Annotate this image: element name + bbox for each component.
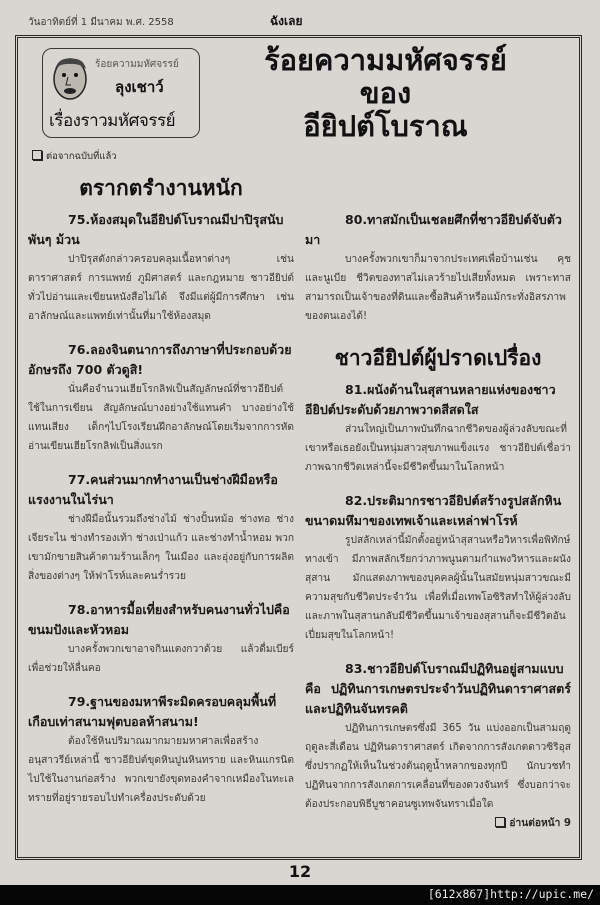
checkbox-marker-icon: [32, 150, 42, 160]
image-host-bar: [0, 885, 600, 905]
issue-date: วันอาทิตย์ที่ 1 มีนาคม พ.ศ. 2558: [28, 17, 174, 28]
logo-caption: ร้อยความมหัศจรรย์: [95, 59, 179, 70]
article-header: [28, 44, 571, 143]
item-heading: 77.คนส่วนมากทำงานเป็นช่างฝีมือหรือแรงงานในไร่นา: [28, 472, 278, 507]
article-frame: [15, 35, 582, 860]
item-heading: 83.ชาวอียิปต์โบราณมีปฏิทินอยู่สามแบบ คือ ปฏิทินการเกษตรประจำวันปฏิทินดาราศาสตร์ และปฏิทินจันทรคติ: [305, 661, 571, 716]
item-heading: 79.ฐานของมหาพีระมิดครอบคลุมพื้นที่เกือบเท่าสนามฟุตบอลห้าสนาม!: [28, 694, 277, 729]
cartoon-face-icon: [49, 55, 91, 103]
item-heading: 76.ลองจินตนาการถึงภาษาที่ประกอบด้วยอักษรถึง 700 ตัวดูสิ!: [28, 342, 292, 377]
item-83: [305, 659, 571, 833]
checkbox-marker-icon: [495, 817, 505, 827]
section-heading-left: ตรากตรำงานหนัก: [79, 176, 243, 200]
title-line-1: ร้อยความมหัศจรรย์: [264, 43, 507, 77]
article-title: [200, 44, 571, 143]
page-header: [0, 0, 600, 35]
item-80: [305, 210, 571, 326]
logo-series-title: เรื่องราวมหัศจรรย์: [49, 111, 176, 131]
item-78: [28, 600, 294, 678]
left-column: [28, 170, 294, 847]
title-line-2: ของ: [359, 76, 412, 110]
item-79: [28, 692, 294, 808]
item-heading: 82.ประติมากรชาวอียิปต์สร้างรูปสลักหินขนาดมหึมาของเทพเจ้าและเหล่าฟาโรห์: [305, 493, 562, 528]
item-81: [305, 380, 571, 477]
continued-from-label: ต่อจากฉบับที่แล้ว: [46, 151, 117, 162]
watermark-text: [612x867]http://upic.me/: [427, 887, 594, 901]
item-body: ช่างฝีมือนั้นรวมถึงช่างไม้ ช่างปั้นหม้อ ช่างทอ ช่างเจียระไน ช่างทำรองเท้า ช่างเป่าแก้ว และช่างทำน้ำหอม พวกเขามักขายสินค้าตามร้านเล็กๆ ในเมือง และอุ่งอยู่กับการผลิตสิ่งของต่างๆ ให้ฟาโรห์และคนร่ำรวย: [28, 514, 294, 582]
logo-author: ลุงเชาว์: [115, 78, 164, 96]
item-77: [28, 470, 294, 586]
continued-from: [32, 149, 571, 164]
item-body: ส่วนใหญ่เป็นภาพบันทึกฉากชีวิตของผู้ล่วงลับขณะที่เขาหรือเธอยังเป็นหนุ่มสาวสุขภาพแข็งแรง ชาวอียิปต์เชื่อว่าภาพฉากชีวิตเหล่านี้จะมีชีวิตขึ้นมาในโลกหน้า: [305, 424, 571, 473]
right-column: [305, 170, 571, 847]
item-body: นั่นคือจำนวนเฮียโรกลิฟเป็นสัญลักษณ์ที่ชาวอียิปต์ใช้ในการเขียน สัญลักษณ์บางอย่างใช้แทนคำ บางอย่างใช้แทนเสียง เด็กๆไปโรงเรียนฝึกอาลักษณ์โดยเริ่มจากการหัดอ่านเขียนเฮียโรกลิฟเป็นสิ่งแรก: [28, 384, 294, 452]
item-body: บางครั้งพวกเขาอาจกินแตงกวาด้วย แล้วดื่มเบียร์เพื่อช่วยให้ลื่นคอ: [28, 644, 294, 674]
item-body: รูปสลักเหล่านี้มักตั้งอยู่หน้าสุสานหรือวิหารเพื่อพิทักษ์ทางเข้า มีภาพสลักเรียกว่าภาพนูนตามกำแพงวิหารและผนังสุสาน มักแสดงภาพของบุคคลผู้นั้นในสมัยหนุ่มสาวขณะมีความสุขกับชีวิตประจำวัน เพื่อที่เมื่อเทพโอซิริสทำให้ผู้ล่วงลับและภาพในสุสานกลับมีชีวิตขึ้นมาเจ้าของสุสานก็จะมีชีวิตอันเปี่ยมสุขในโลกหน้า!: [305, 535, 571, 641]
item-76: [28, 340, 294, 456]
item-heading: 78.อาหารมื้อเที่ยงสำหรับคนงานทั่วไปคือขนมปังและหัวหอม: [28, 602, 290, 637]
item-body: บางครั้งพวกเขาก็มาจากประเทศเพื่อบ้านเช่น คุชและนูเบีย ชีวิตของทาสไม่เลวร้ายไปเสียทั้งหมด เพราะทาสสามารถเป็นเจ้าของที่ดินและซื้อสินค้าหรือแม้กระทั่งอิสรภาพของตนเองได้!: [305, 254, 571, 322]
item-75: [28, 210, 294, 326]
continued-to-label: อ่านต่อหน้า 9: [509, 818, 571, 829]
item-body: ต้องใช้หินปริมาณมากมายมหาศาลเพื่อสร้างอนุสาวรีย์เหล่านี้ ชาวอียิปต์ขุดหินปูนหินทราย และหินแกรนิตไปใช้ในงานก่อสร้าง พวกเขายังขุดทองคำจากเหมืองในทะเลทรายที่อยู่รายรอบไปทำเครื่องประดับด้วย: [28, 736, 294, 804]
item-heading: 80.ทาสมักเป็นเชลยศึกที่ชาวอียิปต์จับตัวมา: [305, 212, 562, 247]
article-columns: [28, 170, 571, 847]
item-82: [305, 491, 571, 645]
item-body: ปาปิรุสดังกล่าวครอบคลุมเนื้อหาต่างๆ เช่น ดาราศาสตร์ การแพทย์ ภูมิศาสตร์ และกฎหมาย ชาวอียิปต์ทั่วไปอ่านและเขียนหนังสือไม่ได้ จึงมีแต่ผู้มีการศึกษา เช่น อาลักษณ์และแพทย์เท่านั้นที่มาใช้ห้องสมุด: [28, 254, 294, 322]
title-line-3: อียิปต์โบราณ: [303, 109, 468, 143]
newspaper-name: ฉังเลย: [270, 14, 303, 28]
item-heading: 75.ห้องสมุดในอียิปต์โบราณมีปาปิรุสนับพันๆ ม้วน: [28, 212, 284, 247]
section-heading-right: ชาวอียิปต์ผู้ปราดเปรื่อง: [334, 346, 542, 370]
column-logo: [42, 48, 200, 138]
item-body: ปฏิทินการเกษตรซึ่งมี 365 วัน แบ่งออกเป็นสามฤดู ฤดูละสี่เดือน ปฏิทินดาราศาสตร์ เกิดจากการสังเกตดาวซิริอุส ซึ่งปรากฏให้เห็นในช่วงต้นฤดูน้ำหลากของทุกปี นักบวชทำปฏิทินจากการสังเกตการเคลื่อนที่ของดวงจันทร์ ซึ่งบอกว่าจะต้องประกอบพิธีบูชาคอนซูเทพจันทราเมื่อใด: [305, 723, 571, 810]
continued-to: [305, 814, 571, 833]
page-number: 12: [288, 862, 312, 881]
item-heading: 81.ผนังด้านในสุสานหลายแห่งของชาวอียิปต์ประดับด้วยภาพวาดสีสดใส: [305, 382, 556, 417]
